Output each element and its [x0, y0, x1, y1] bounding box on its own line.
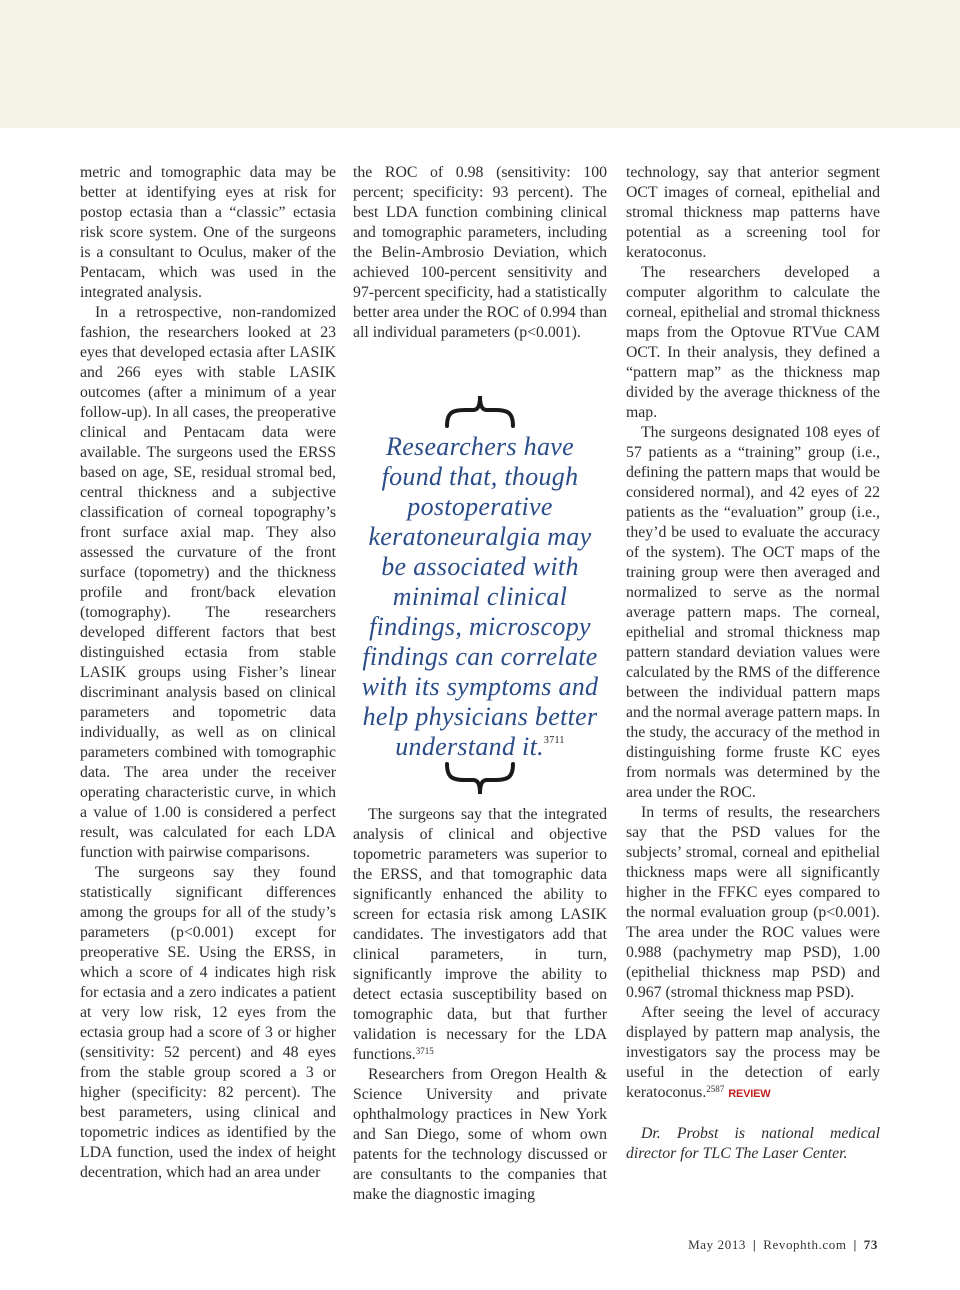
- col2-paragraph-3: Researchers from Oregon Health & Science University and private ophthalmology practices in New York and San Diego, some of whom own patents for the technology discussed or are consultants to the companies that make the diagnostic imaging: [353, 1066, 607, 1203]
- pull-quote-text: Researchers have found that, though postoperative keratoneuralgia may be associated with minimal clinical findings, microscopy findings can correlate with its symptoms and help physicians better understand it.: [361, 432, 599, 761]
- column-2: [353, 163, 607, 343]
- col1-paragraph-2: In a retrospective, non-randomized fashion, the researchers looked at 23 eyes that developed ectasia after LASIK and 266 eyes with stable LASIK outcomes (after a minimum of a year follow-up). In all cases, the preoperative clinical and Pentacam data were available. The surgeons used the ERSS based on age, SE, residual stromal bed, central thickness and a subjective classification of corneal topography’s front surface axial map. They also assessed the curvature of the front surface (topometry) and the thickness profile and front/back elevation (tomography). The researchers developed different factors that best distinguished ectasia from stable LASIK groups using Fisher’s linear discriminant analysis based on clinical parameters and topometric data individually, as well as on clinical parameters combined with tomographic data. The area under the receiver operating characteristic curve, in which a value of 1.00 is considered a perfect result, was calculated for each LDA function with pairwise comparisons.: [80, 304, 336, 861]
- review-end-mark: REVIEW: [728, 1088, 771, 1100]
- author-note: Dr. Probst is national medical director for TLC The Laser Center.: [626, 1125, 880, 1162]
- col2-paragraph-2-ref: 3715: [415, 1046, 434, 1056]
- col2-paragraph-1: the ROC of 0.98 (sensitivity: 100 percent; specificity: 93 percent). The best LDA function combining clinical and tomographic parameters, including the Belin-Ambrosio Deviation, which achieved 100-percent sensitivity and 97-percent specificity, had a statistically better area under the ROC of 0.994 than all individual parameters (p<0.001).: [353, 164, 607, 341]
- pull-quote: [353, 392, 607, 782]
- col3-paragraph-2: The researchers developed a computer algorithm to calculate the corneal, epithelial and stromal thickness maps from the Optovue RTVue CAM OCT. In their analysis, they defined a “pattern map” as the thickness map divided by the average thickness of the map.: [626, 264, 880, 421]
- footer-date: May 2013: [688, 1237, 747, 1252]
- col3-paragraph-1: technology, say that anterior segment OCT images of corneal, epithelial and stromal thickness map patterns have potential as a screening tool for keratoconus.: [626, 164, 880, 261]
- col3-paragraph-3: The surgeons designated 108 eyes of 57 patients as a “training” group (i.e., defining the pattern maps that would be considered normal), and 42 eyes of 22 patients as the “evaluation” group (i.e., they’d be used to evaluate the accuracy of the system). The OCT maps of the training group were then averaged and normalized to serve as the normal average pattern maps. The corneal, epithelial and stromal thickness map pattern standard deviation values were calculated by the RMS of the difference between the individual pattern maps and the normal average pattern maps. In the study, the accuracy of the method in distinguishing forme fruste KC eyes from normals was determined by the area under the ROC.: [626, 424, 880, 801]
- brace-bottom-icon: [353, 762, 607, 802]
- header-band: [0, 0, 960, 128]
- column-2-lower: [353, 805, 607, 1205]
- page-number: 73: [863, 1237, 878, 1252]
- page-footer: [688, 1237, 878, 1253]
- pull-quote-ref: 3711: [543, 735, 565, 746]
- brace-top-icon: [353, 392, 607, 432]
- column-1: [80, 163, 336, 1183]
- col1-paragraph-1: metric and tomographic data may be better at identifying eyes at risk for postop ectasia than a “classic” ectasia risk score system. One of the surgeons is a consultant to Oculus, maker of the Pentacam, which was used in the integrated analysis.: [80, 164, 336, 301]
- col2-paragraph-2: The surgeons say that the integrated analysis of clinical and objective topometric parameters was superior to the ERSS, and that tomographic data significantly enhanced the ability to screen for ectasia risk among LASIK candidates. The investigators add that clinical parameters, in turn, significantly improve the ability to detect ectasia susceptibility based on tomographic data, but that further validation is necessary for the LDA functions.: [353, 806, 607, 1063]
- col3-final-paragraph: After seeing the level of accuracy displayed by pattern map analysis, the investigators say the process may be useful in the detection of early keratoconus.: [626, 1004, 880, 1101]
- col1-paragraph-3: The surgeons say they found statistically significant differences among the groups for all of the study’s parameters (p<0.001) except for preoperative SE. Using the ERSS, in which a score of 4 indicates high risk for ectasia and a zero indicates a patient at very low risk, 12 eyes from the ectasia group had a score of 3 or higher (sensitivity: 52 percent) and 48 eyes from the stable group scored a 3 or higher (specificity: 82 percent). The best parameters, using clinical and topometric indices as identified by the LDA function, used the index of height decentration, which had an area under: [80, 864, 336, 1181]
- footer-separator-2: |: [853, 1237, 857, 1252]
- footer-separator-1: |: [752, 1237, 757, 1252]
- column-3: [626, 163, 880, 1164]
- footer-site: Revophth.com: [763, 1237, 847, 1252]
- col3-paragraph-4: In terms of results, the researchers say that the PSD values for the subjects’ stromal, corneal and epithelial thickness maps were all significantly higher in the FFKC eyes compared to the normal evaluation group (p<0.001). The area under the ROC values were 0.988 (pachymetry map PSD), 1.00 (epithelial thickness map PSD) and 0.967 (stromal thickness map PSD).: [626, 804, 880, 1001]
- col3-final-ref: 2587: [706, 1084, 725, 1094]
